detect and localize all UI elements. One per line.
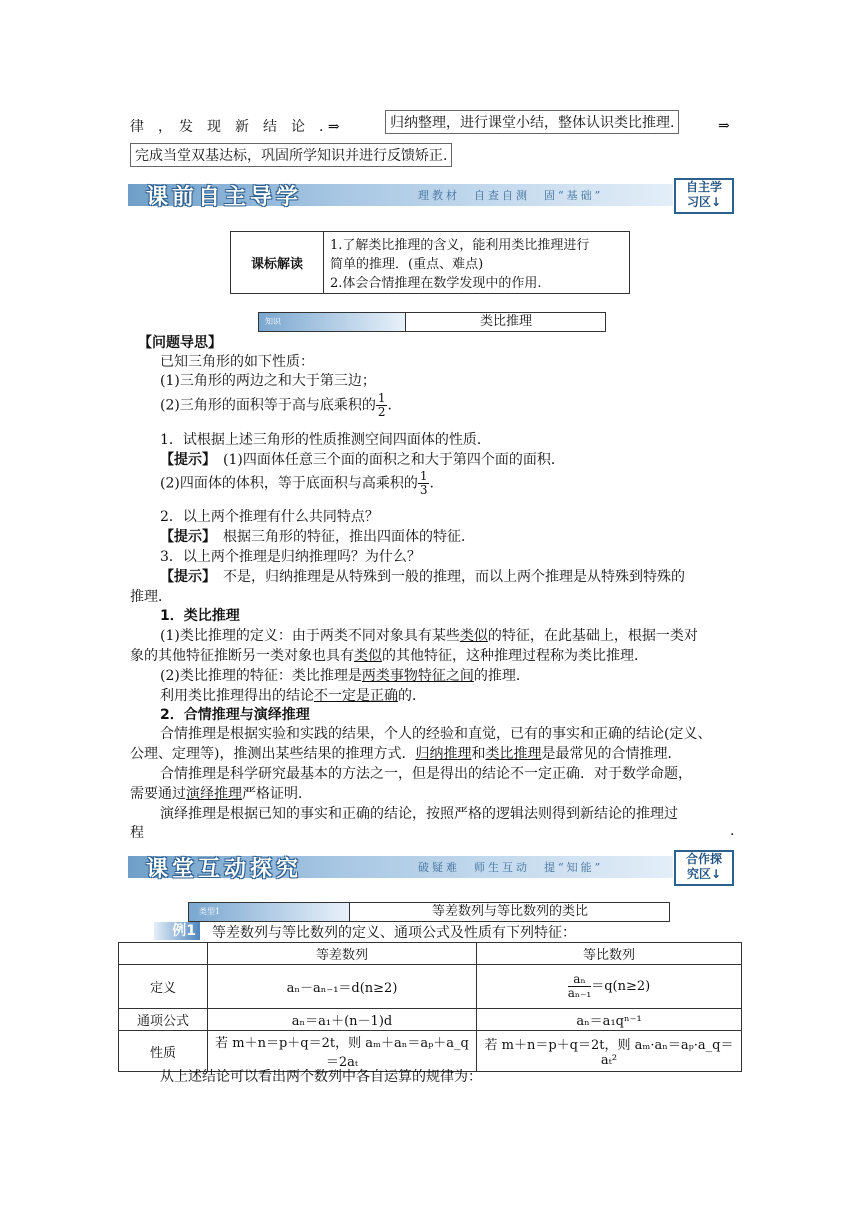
knowledge-h2: 2．合情推理与演绎推理 [160,707,310,723]
k-e6: 程 [130,825,144,841]
k-d2: (2)类比推理的特征：类比推理是两类事物特征之间的推理． [160,668,530,684]
guide-heading: 【问题导思】 [138,335,222,351]
flow-box-2: 完成当堂双基达标，巩固所学知识并进行反馈矫正. [130,143,452,167]
a1-2: (2)四面体的体积，等于底面积与高乘积的 $\frac{1}{3}$ . [160,469,434,497]
k-e2: 公理、定理等)，推测出某些结果的推理方式．归纳推理和类比推理是最常见的合情推理． [130,746,682,762]
k-e1: 合情推理是根据实验和实践的结果，个人的经验和直觉，已有的事实和正确的结论(定义、 [160,726,712,742]
example-text: 等差数列与等比数列的定义、通项公式及性质有下列特征： [212,925,576,941]
k-e5: 演绎推理是根据已知的事实和正确的结论，按照严格的逻辑法则得到新结论的推理过 [160,806,678,822]
section-title: 等差数列与等比数列的类比 [349,903,670,921]
a1-1: 【提示】 (1)四面体任意三个面的面积之和大于第四个面的面积． [160,452,565,468]
a3a: 【提示】 不是，归纳推理是从特殊到一般的推理，而以上两个推理是从特殊到特殊的 [160,569,685,585]
k-d1b: 象的其他特征推断另一类对象也具有类似的其他特征，这种推理过程称为类比推理． [130,648,648,664]
banner-preclass [128,178,734,208]
banner-title: 课堂互动探究 [146,857,303,882]
banner-tag: 自主学 习区↓ [674,178,734,214]
k-e6-end: . [730,823,735,839]
guide-p1: (1)三角形的两边之和大于第三边； [160,373,376,389]
banner-title: 课前自主导学 [146,185,303,210]
a3b: 推理． [130,589,172,605]
q3: 3．以上两个推理是归纳推理吗？为什么？ [160,549,421,565]
a2: 【提示】 根据三角形的特征，推出四面体的特征． [160,529,475,545]
table-row: 定义 aₙ－aₙ₋₁＝d(n≥2) $\frac{\text{aₙ}}{\text{aₙ₋₁}}$ ＝q(n≥2) [119,965,742,1009]
example-mark: 例1 [154,922,200,940]
arrow-icon: ⇒ [327,119,340,135]
col-arith: 等差数列 [208,943,477,965]
banner-inclass [128,850,734,880]
banner-subtitle: 破疑难 师生互动 提“知能” [418,861,604,874]
top-text [130,116,340,136]
k-d3: 利用类比推理得出的结论不一定是正确的． [160,688,426,704]
standard-label: 课标解读 [231,232,324,294]
guide-intro: 已知三角形的如下性质： [160,354,314,370]
section-header-type1: 类型1 等差数列与等比数列的类比 [188,902,670,922]
banner-tag: 合作探 究区↓ [674,850,734,886]
section-title: 类比推理 [405,313,606,331]
q1: 1．试根据上述三角形的性质推测空间四面体的性质． [160,432,491,448]
banner-subtitle: 理教材 自查自测 固“基础” [418,189,604,202]
comparison-table [118,942,742,1072]
top-line1: 律 ， 发 现 新 结 论 . [130,119,324,135]
k-e3: 合情推理是科学研究最基本的方法之一，但是得出的结论不一定正确．对于数学命题， [160,766,692,782]
standard-table [230,231,630,294]
table-row: 通项公式 aₙ＝a₁＋(n－1)d aₙ＝a₁qⁿ⁻¹ [119,1009,742,1031]
guide-p2: (2)三角形的面积等于高与底乘积的 $\frac{1}{2}$ . [160,391,392,419]
flow-box-1: 归纳整理，进行课堂小结，整体认识类比推理. [385,110,679,134]
table-row: 性质 若 m＋n＝p＋q＝2t，则 aₘ＋aₙ＝aₚ＋a_q＝2aₜ 若 m＋n＝p＋q＝2t，则 aₘ·aₙ＝aₚ·a_q＝aₜ² [119,1031,742,1072]
arrow-icon: ⇒ [718,118,730,134]
col-geom: 等比数列 [477,943,742,965]
q2: 2．以上两个推理有什么共同特点？ [160,509,379,525]
example-after: 从上述结论可以看出两个数列中各自运算的规律为： [160,1069,482,1085]
k-d1a: (1)类比推理的定义：由于两类不同对象具有某些类似的特征，在此基础上，根据一类对 [160,628,698,644]
k-e4: 需要通过演绎推理严格证明． [130,786,312,802]
knowledge-h1: 1．类比推理 [160,608,240,624]
standard-content: 1.了解类比推理的含义，能利用类比推理进行 简单的推理．(重点、难点) 2.体会合情推理在数学发现中的作用. [324,232,630,294]
section-header-knowledge: 知识 类比推理 [258,312,606,332]
